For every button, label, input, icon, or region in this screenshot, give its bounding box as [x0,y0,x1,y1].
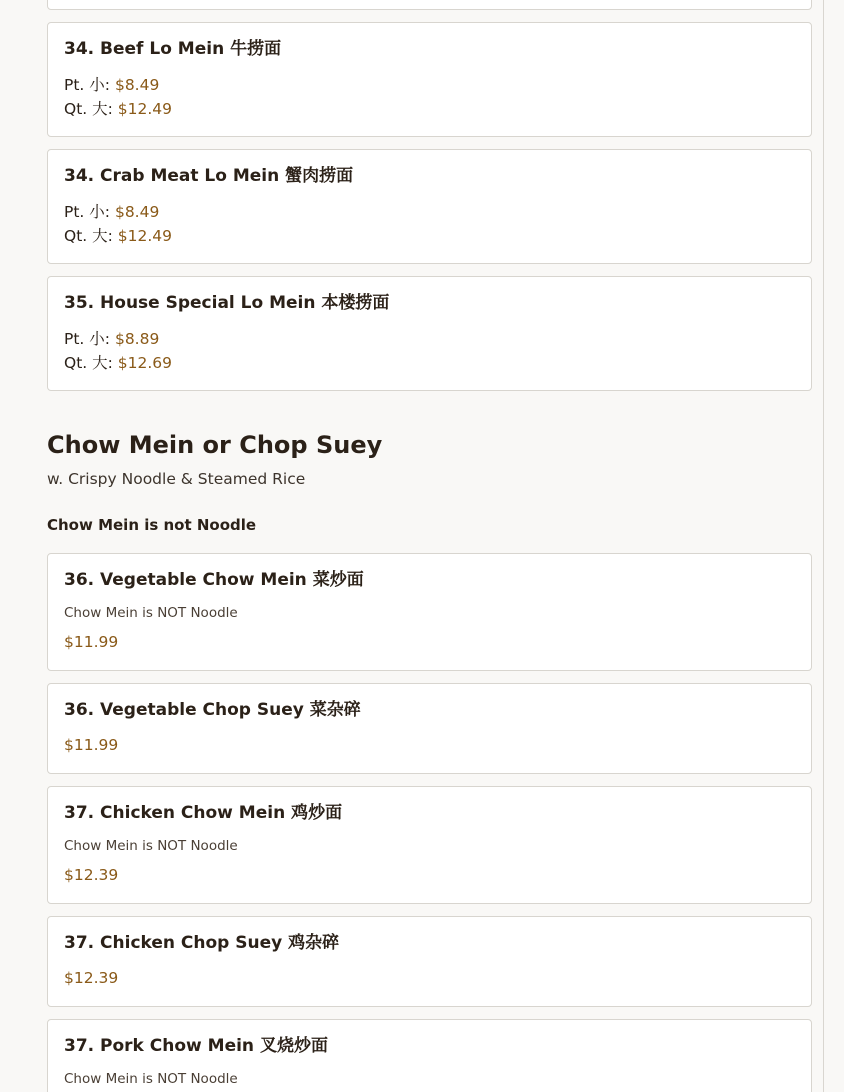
pint-label: Pt. 小: [64,203,111,221]
pint-label: Pt. 小: [64,330,111,348]
quart-price-line [64,353,172,373]
quart-label: Qt. 大: [64,100,113,118]
menu-item-title: 37. Pork Chow Mein 叉烧炒面 [64,1036,328,1056]
menu-item-title: 37. Chicken Chop Suey 鸡杂碎 [64,933,340,953]
quart-price-line [64,226,172,246]
pint-label: Pt. 小: [64,76,111,94]
menu-item-price: $11.99 [64,633,119,651]
menu-item-card[interactable] [47,916,812,1007]
menu-item-card[interactable] [47,553,812,671]
quart-label: Qt. 大: [64,227,113,245]
quart-price: $12.49 [117,100,173,118]
section-title: Chow Mein or Chop Suey [47,431,383,459]
menu-item-note: Chow Mein is NOT Noodle [64,838,238,854]
menu-item-card-previous[interactable] [47,0,812,10]
page-edge-divider [823,0,824,1092]
menu-item-title: 36. Vegetable Chow Mein 菜炒面 [64,570,364,590]
pint-price: $8.89 [114,330,160,348]
pint-price: $8.49 [114,76,160,94]
menu-item-note: Chow Mein is NOT Noodle [64,605,238,621]
quart-price: $12.69 [117,354,173,372]
menu-item-title: 35. House Special Lo Mein 本楼捞面 [64,293,390,313]
quart-price-line [64,99,172,119]
quart-price: $12.49 [117,227,173,245]
menu-item-title: 34. Beef Lo Mein 牛捞面 [64,39,282,59]
pint-price-line [64,202,159,222]
menu-item-title: 37. Chicken Chow Mein 鸡炒面 [64,803,343,823]
pint-price-line [64,329,159,349]
menu-item-title: 36. Vegetable Chop Suey 菜杂碎 [64,700,361,720]
menu-item-card[interactable] [47,786,812,904]
quart-label: Qt. 大: [64,354,113,372]
menu-item-note: Chow Mein is NOT Noodle [64,1071,238,1087]
menu-item-card[interactable] [47,683,812,774]
pint-price-line [64,75,159,95]
menu-item-title: 34. Crab Meat Lo Mein 蟹肉捞面 [64,166,354,186]
menu-item-card[interactable] [47,1019,812,1092]
menu-item-card[interactable] [47,149,812,264]
menu-item-card[interactable] [47,22,812,137]
section-note: Chow Mein is not Noodle [47,516,257,534]
menu-column [47,0,812,1092]
menu-item-price: $12.39 [64,866,119,884]
section-subtitle: w. Crispy Noodle & Steamed Rice [47,470,306,488]
menu-item-card[interactable] [47,276,812,391]
menu-item-price: $12.39 [64,969,119,987]
menu-item-price: $11.99 [64,736,119,754]
pint-price: $8.49 [114,203,160,221]
